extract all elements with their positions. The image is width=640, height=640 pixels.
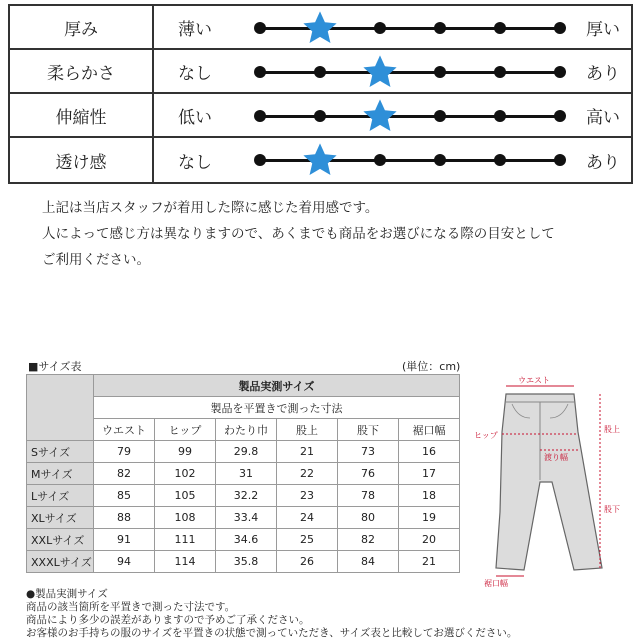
rating-dot bbox=[374, 22, 386, 34]
column-header: ウエスト bbox=[94, 419, 155, 441]
rating-label: 柔らかさ bbox=[10, 50, 154, 92]
footnote-line-3: 商品により多少の誤差がありますので予めご了承ください。 bbox=[26, 614, 310, 626]
rating-row-thickness bbox=[10, 6, 631, 50]
table-row bbox=[27, 529, 460, 551]
rating-label: 伸縮性 bbox=[10, 94, 154, 136]
table-cell: 88 bbox=[94, 507, 155, 529]
rating-dot bbox=[554, 66, 566, 78]
pants-measurement-diagram bbox=[474, 372, 634, 590]
table-cell: 82 bbox=[338, 529, 399, 551]
column-header: 股下 bbox=[338, 419, 399, 441]
column-header: 裾口幅 bbox=[399, 419, 460, 441]
footnote-line-2: 商品の該当箇所を平置きで測った寸法です。 bbox=[26, 601, 236, 613]
rating-scale-line bbox=[260, 71, 560, 74]
rating-dot bbox=[254, 66, 266, 78]
table-cell: 22 bbox=[277, 463, 338, 485]
table-cell: 18 bbox=[399, 485, 460, 507]
rating-scale bbox=[260, 138, 560, 182]
row-header: Lサイズ bbox=[27, 485, 94, 507]
size-table bbox=[26, 374, 460, 573]
inseam-label: 股下 bbox=[604, 505, 620, 514]
rating-star-icon bbox=[361, 97, 399, 135]
table-cell: 105 bbox=[155, 485, 216, 507]
table-cell: 108 bbox=[155, 507, 216, 529]
thigh-label: 渡り幅 bbox=[544, 453, 568, 462]
table-cell: 20 bbox=[399, 529, 460, 551]
rating-dot bbox=[554, 22, 566, 34]
rating-high-label: あり bbox=[586, 63, 620, 84]
rating-star-icon bbox=[361, 53, 399, 91]
table-cell: 85 bbox=[94, 485, 155, 507]
note-line-3: ご利用ください。 bbox=[42, 252, 150, 268]
table-cell: 102 bbox=[155, 463, 216, 485]
table-cell: 17 bbox=[399, 463, 460, 485]
rating-row-sheerness bbox=[10, 138, 631, 182]
pants-outline bbox=[496, 394, 602, 570]
row-header: XXLサイズ bbox=[27, 529, 94, 551]
table-cell: 19 bbox=[399, 507, 460, 529]
row-header: Sサイズ bbox=[27, 441, 94, 463]
size-table-title: ■サイズ表 bbox=[28, 360, 82, 373]
rating-low-label: 低い bbox=[178, 107, 212, 128]
table-row bbox=[27, 485, 460, 507]
rating-dot bbox=[494, 110, 506, 122]
table-cell: 24 bbox=[277, 507, 338, 529]
table-cell: 82 bbox=[94, 463, 155, 485]
rating-high-label: 厚い bbox=[586, 19, 620, 40]
size-table-subheader: 製品を平置きで測った寸法 bbox=[94, 397, 460, 419]
table-cell: 84 bbox=[338, 551, 399, 573]
table-cell: 73 bbox=[338, 441, 399, 463]
table-row bbox=[27, 441, 460, 463]
hem-label: 裾口幅 bbox=[484, 579, 508, 588]
hip-label: ヒップ bbox=[474, 431, 498, 440]
rating-scale-line bbox=[260, 115, 560, 118]
rating-low-label: なし bbox=[178, 152, 212, 173]
footnote-line-1: ●製品実測サイズ bbox=[26, 588, 108, 600]
row-header: Mサイズ bbox=[27, 463, 94, 485]
table-cell: 79 bbox=[94, 441, 155, 463]
rating-scale bbox=[260, 6, 560, 48]
rating-star-icon bbox=[301, 141, 339, 179]
table-cell: 91 bbox=[94, 529, 155, 551]
row-header: XXXLサイズ bbox=[27, 551, 94, 573]
table-row bbox=[27, 551, 460, 573]
rating-dot bbox=[434, 22, 446, 34]
table-cell: 21 bbox=[399, 551, 460, 573]
table-cell: 25 bbox=[277, 529, 338, 551]
rating-dot bbox=[494, 154, 506, 166]
rating-dot bbox=[254, 110, 266, 122]
rating-table bbox=[8, 4, 633, 184]
rating-star-icon bbox=[301, 9, 339, 47]
rating-dot bbox=[494, 22, 506, 34]
column-header: わたり巾 bbox=[216, 419, 277, 441]
note-line-2: 人によって感じ方は異なりますので、あくまでも商品をお選びになる際の目安として bbox=[42, 226, 555, 242]
rating-scale bbox=[260, 50, 560, 92]
table-cell: 29.8 bbox=[216, 441, 277, 463]
column-header: ヒップ bbox=[155, 419, 216, 441]
table-cell: 111 bbox=[155, 529, 216, 551]
rating-label: 透け感 bbox=[10, 138, 154, 182]
rating-dot bbox=[314, 66, 326, 78]
table-cell: 35.8 bbox=[216, 551, 277, 573]
table-cell: 16 bbox=[399, 441, 460, 463]
rating-high-label: 高い bbox=[586, 107, 620, 128]
rating-dot bbox=[314, 110, 326, 122]
table-cell: 21 bbox=[277, 441, 338, 463]
table-cell: 99 bbox=[155, 441, 216, 463]
rating-dot bbox=[434, 66, 446, 78]
table-cell: 32.2 bbox=[216, 485, 277, 507]
size-table-unit: (単位：cm) bbox=[402, 360, 461, 373]
rating-row-softness bbox=[10, 50, 631, 94]
rating-dot bbox=[434, 110, 446, 122]
rating-row-stretch bbox=[10, 94, 631, 138]
table-row bbox=[27, 463, 460, 485]
table-cell: 33.4 bbox=[216, 507, 277, 529]
table-cell: 78 bbox=[338, 485, 399, 507]
table-cell: 114 bbox=[155, 551, 216, 573]
size-table-header: 製品実測サイズ bbox=[94, 375, 460, 397]
waist-label: ウエスト bbox=[518, 376, 550, 385]
size-table-corner bbox=[27, 375, 94, 441]
rating-dot bbox=[434, 154, 446, 166]
rating-low-label: なし bbox=[178, 63, 212, 84]
rating-low-label: 薄い bbox=[178, 19, 212, 40]
rise-label: 股上 bbox=[604, 425, 620, 434]
table-cell: 94 bbox=[94, 551, 155, 573]
table-row bbox=[27, 507, 460, 529]
rating-dot bbox=[374, 154, 386, 166]
table-cell: 31 bbox=[216, 463, 277, 485]
rating-high-label: あり bbox=[586, 152, 620, 173]
column-header: 股上 bbox=[277, 419, 338, 441]
rating-dot bbox=[554, 110, 566, 122]
table-cell: 76 bbox=[338, 463, 399, 485]
rating-scale bbox=[260, 94, 560, 136]
rating-dot bbox=[254, 154, 266, 166]
table-cell: 26 bbox=[277, 551, 338, 573]
row-header: XLサイズ bbox=[27, 507, 94, 529]
table-cell: 80 bbox=[338, 507, 399, 529]
rating-dot bbox=[554, 154, 566, 166]
table-cell: 23 bbox=[277, 485, 338, 507]
rating-dot bbox=[254, 22, 266, 34]
note-line-1: 上記は当店スタッフが着用した際に感じた着用感です。 bbox=[42, 200, 379, 216]
rating-label: 厚み bbox=[10, 6, 154, 48]
rating-dot bbox=[494, 66, 506, 78]
footnote-line-4: お客様のお手持ちの服のサイズを平置きの状態で測っていただき、サイズ表と比較してお選びください。 bbox=[26, 627, 518, 639]
table-cell: 34.6 bbox=[216, 529, 277, 551]
